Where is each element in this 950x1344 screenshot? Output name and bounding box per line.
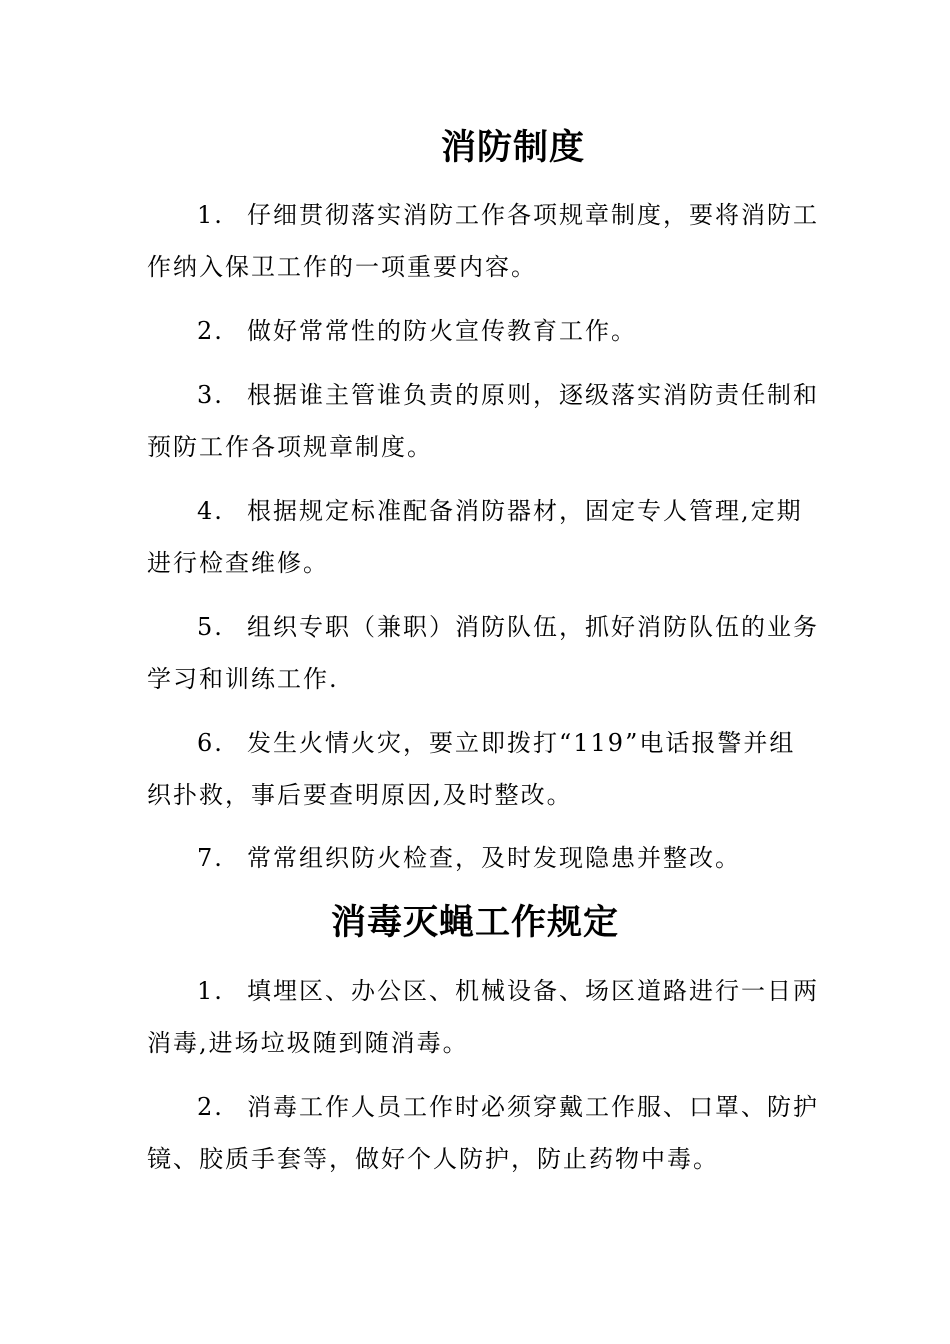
rule-number: 4.: [197, 497, 224, 525]
rule-text-line: 仔细贯彻落实消防工作各项规章制度，要将消防工: [247, 201, 819, 229]
rule-text-line: 进行检查维修。: [147, 549, 329, 577]
rule-text-line: 填埋区、办公区、机械设备、场区道路进行一日两: [247, 977, 819, 1005]
rule-text-line: 组织专职（兼职）消防队伍，抓好消防队伍的业务: [247, 613, 819, 641]
section-title-disinfection: 消毒灭蝇工作规定: [330, 902, 619, 943]
rule-number: 6.: [197, 729, 224, 757]
disinfection-rule-1: [147, 965, 819, 1069]
fire-rule-1: [147, 189, 819, 293]
rule-text-line: 织扑救，事后要查明原因,及时整改。: [147, 781, 573, 809]
rule-text-line: 根据规定标准配备消防器材，固定专人管理,定期: [247, 497, 803, 525]
rule-text-line: 常常组织防火检查，及时发现隐患并整改。: [247, 844, 741, 872]
rule-number: 1.: [197, 201, 224, 229]
rule-number: 5.: [197, 613, 224, 641]
rule-number: 1.: [197, 977, 224, 1005]
rule-text-line: 根据谁主管谁负责的原则，逐级落实消防责任制和: [247, 381, 819, 409]
fire-rule-3: [147, 369, 819, 473]
rule-number: 2.: [197, 1093, 224, 1121]
rule-number: 7.: [197, 844, 224, 872]
rule-number: 3.: [197, 381, 224, 409]
fire-rule-4: [147, 485, 807, 589]
rule-text-line: 学习和训练工作.: [147, 665, 339, 693]
rule-text-line: 消毒工作人员工作时必须穿戴工作服、口罩、防护: [247, 1093, 819, 1121]
fire-rule-7: [147, 832, 807, 884]
fire-rule-6: [147, 717, 807, 821]
rule-text-line: 发生火情火灾，要立即拨打“119”电话报警并组: [247, 729, 796, 757]
fire-rule-5: [147, 601, 819, 705]
rule-text-line: 作纳入保卫工作的一项重要内容。: [147, 253, 537, 281]
rule-text-line: 消毒,进场垃圾随到随消毒。: [147, 1029, 469, 1057]
rule-text-line: 做好常常性的防火宣传教育工作。: [247, 317, 637, 345]
disinfection-rule-2: [147, 1081, 819, 1185]
rule-number: 2.: [197, 317, 224, 345]
rule-text-line: 镜、胶质手套等，做好个人防护，防止药物中毒。: [147, 1145, 719, 1173]
rule-text-line: 预防工作各项规章制度。: [147, 433, 433, 461]
section-title-fire-safety: 消防制度: [440, 127, 585, 168]
fire-rule-2: [147, 305, 807, 357]
